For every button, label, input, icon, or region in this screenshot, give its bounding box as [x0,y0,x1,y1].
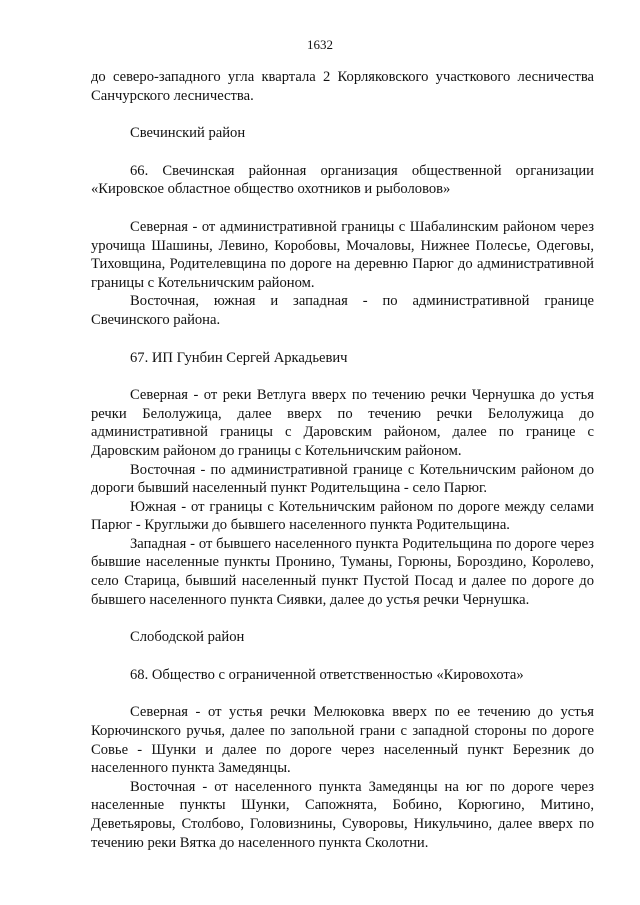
border-east-68: Восточная - от населенного пункта Замедянцы на юг по дороге через населенные пункты Шунки, Сапожнята, Бобино, Корюгино, Митино, Деветьяровы, Столбово, Головизнины, Суворовы, Никульчино, далее вверх по течению реки Вятка до населенного пункта Сколотни. [91,778,594,851]
border-east-south-west-66: Восточная, южная и западная - по административной границе Свечинского района. [91,293,594,328]
border-east-67: Восточная - по административной границе с Котельничским районом до дороги бывший населенный пункт Родительщина - село Парюг. [91,461,594,497]
section-heading-67: 67. ИП Гунбин Сергей Аркадьевич [130,349,348,366]
border-south-67: Южная - от границы с Котельничским районом по дороге между селами Парюг - Круглыжи до бывшего населенного пункта Родительщина. [91,498,594,534]
district-heading-slobodskoy: Слободской район [130,629,245,646]
document-body [91,68,594,852]
border-north-67: Северная - от реки Ветлуга вверх по течению речки Чернушка до устья речки Белолужица, далее вверх по течению речки Белолужица до административной границы с Даровским районом, далее по границе с Даровским районом до границы с Котельничским районом. [91,387,594,459]
section-heading-68: 68. Общество с ограниченной ответственностью «Кировохота» [130,666,524,683]
paragraph-continuation: до северо-западного угла квартала 2 Корляковского участкового лесничества Санчурского лесничества. [91,69,594,104]
district-heading-svechinsky: Свечинский район [130,125,246,142]
border-north-68: Северная - от устья речки Мелюковка вверх по ее течению до устья Корючинского ручья, далее по запольной грани с западной стороны по дороге Совье - Шунки и далее по дороге через населенный пункт Березник до населенного пункта Замедянцы. [91,704,594,777]
section-heading-66: 66. Свечинская районная организация общественной организации «Кировское областное общество охотников и рыболовов» [91,162,594,198]
border-north-66: Северная - от административной границы с Шабалинским районом через урочища Шашины, Левино, Коробовы, Мочаловы, Нижнее Полесье, Одеговы, Тиховщина, Родителевщина по дороге на деревню Парюг до административной границы с Котельничским районом. [91,218,594,291]
page-number: 1632 [307,37,333,52]
border-west-67: Западная - от бывшего населенного пункта Родительщина по дороге через бывшие населенные пункты Пронино, Туманы, Горюны, Бороздино, Королево, село Старица, бывший населенный пункт Пустой Посад и далее по дороге до бывшего населенного пункта Сиявки, далее до устья речки Чернушка. [91,535,594,608]
